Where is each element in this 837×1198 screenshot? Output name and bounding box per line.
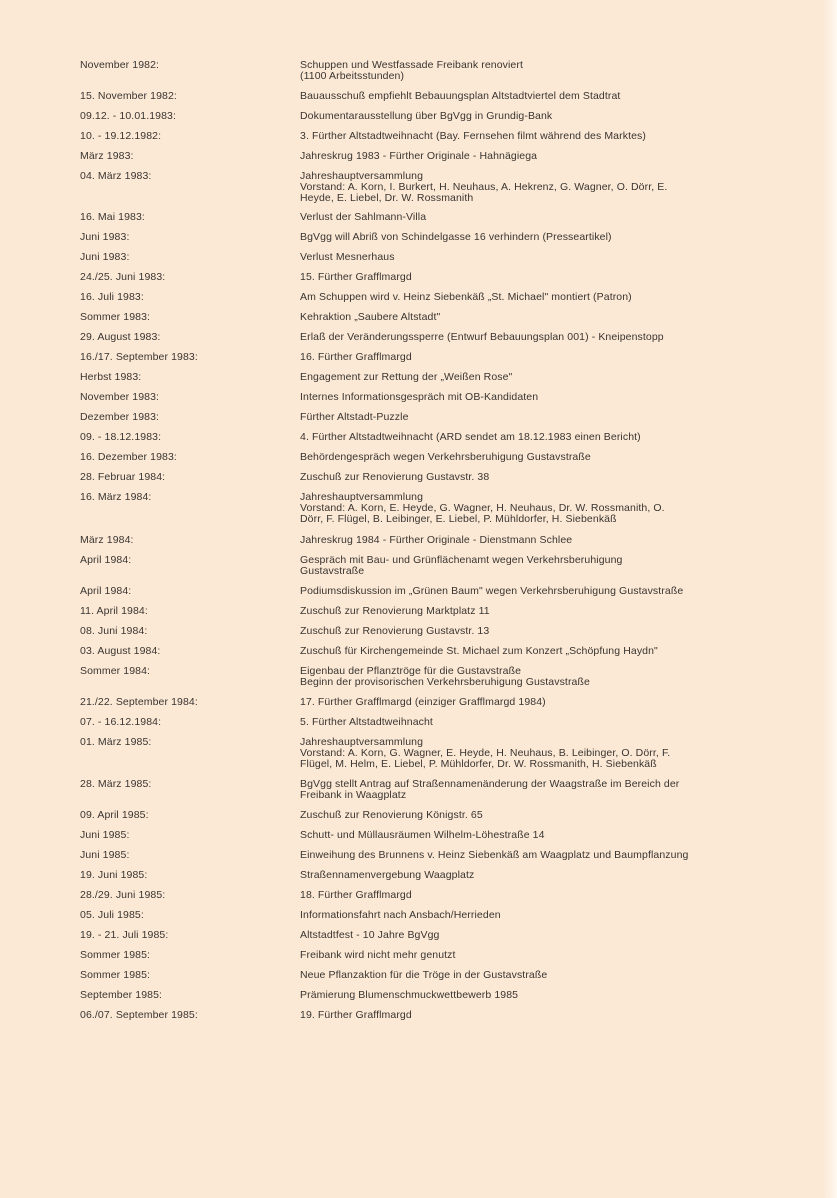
entry-date: April 1984: <box>80 585 132 597</box>
entry-text: Jahreshauptversammlung Vorstand: A. Korn, I. Burkert, H. Neuhaus, A. Hekrenz, G. Wagner, O. Dörr, E. Heyde, E. Liebel, Dr. W. Rossmanith <box>300 170 668 204</box>
timeline-entry <box>80 252 720 263</box>
timeline-entry <box>80 910 720 921</box>
entry-text: BgVgg stellt Antrag auf Straßennamenänderung der Waagstraße im Bereich der Freibank in Waagplatz <box>300 778 680 801</box>
entry-text: Schuppen und Westfassade Freibank renoviert (1100 Arbeitsstunden) <box>300 59 523 82</box>
timeline-entry <box>80 830 720 841</box>
entry-date: 19. - 21. Juli 1985: <box>80 929 169 941</box>
entry-date: 15. November 1982: <box>80 90 177 102</box>
entry-text: 18. Fürther Grafflmargd <box>300 889 412 901</box>
entry-text: Internes Informationsgespräch mit OB-Kandidaten <box>300 391 539 403</box>
timeline-entry <box>80 870 720 881</box>
timeline-entry <box>80 452 720 463</box>
timeline-entry <box>80 555 720 577</box>
timeline-entry <box>80 432 720 443</box>
entry-text: Zuschuß zur Renovierung Gustavstr. 38 <box>300 471 490 483</box>
entry-date: 28. März 1985: <box>80 778 152 790</box>
entry-date: Sommer 1983: <box>80 311 151 323</box>
entry-date: 09. - 18.12.1983: <box>80 431 162 443</box>
timeline-entry <box>80 212 720 223</box>
entry-date: 09. April 1985: <box>80 809 149 821</box>
timeline-entry <box>80 950 720 961</box>
entry-date: Sommer 1984: <box>80 665 151 677</box>
entry-date: Sommer 1985: <box>80 969 151 981</box>
entry-date: 19. Juni 1985: <box>80 869 148 881</box>
entry-date: Juni 1983: <box>80 251 130 263</box>
timeline-entry <box>80 412 720 423</box>
timeline-entry <box>80 151 720 162</box>
entry-text: Einweihung des Brunnens v. Heinz Siebenkäß am Waagplatz und Baumpflanzung <box>300 849 689 861</box>
entry-text: 19. Fürther Grafflmargd <box>300 1009 412 1021</box>
entry-date: 01. März 1985: <box>80 736 152 748</box>
timeline-entry <box>80 232 720 243</box>
entry-text: Eigenbau der Pflanztröge für die Gustavstraße Beginn der provisorischen Verkehrsberuhigung Gustavstraße <box>300 665 590 688</box>
entry-date: 28./29. Juni 1985: <box>80 889 166 901</box>
timeline-entry <box>80 970 720 981</box>
entry-date: 16. März 1984: <box>80 491 152 503</box>
entry-date: September 1985: <box>80 989 163 1001</box>
entry-text: 5. Fürther Altstadtweihnacht <box>300 716 433 728</box>
entry-date: 24./25. Juni 1983: <box>80 271 166 283</box>
timeline-entry <box>80 697 720 708</box>
timeline-entry <box>80 1010 720 1021</box>
entry-date: 07. - 16.12.1984: <box>80 716 162 728</box>
entry-date: Sommer 1985: <box>80 949 151 961</box>
entry-text: Neue Pflanzaktion für die Tröge in der Gustavstraße <box>300 969 548 981</box>
entry-text: Informationsfahrt nach Ansbach/Herrieden <box>300 909 501 921</box>
timeline-entry <box>80 352 720 363</box>
entry-date: 21./22. September 1984: <box>80 696 198 708</box>
timeline-entry <box>80 890 720 901</box>
timeline-entry <box>80 930 720 941</box>
timeline-entry <box>80 131 720 142</box>
timeline-entry <box>80 779 720 801</box>
timeline-entry <box>80 292 720 303</box>
entry-text: Am Schuppen wird v. Heinz Siebenkäß „St. Michael" montiert (Patron) <box>300 291 632 303</box>
entry-text: Podiumsdiskussion im „Grünen Baum" wegen Verkehrsberuhigung Gustavstraße <box>300 585 684 597</box>
entry-date: 16. Juli 1983: <box>80 291 144 303</box>
timeline-entry <box>80 666 720 688</box>
entry-text: Behördengespräch wegen Verkehrsberuhigung Gustavstraße <box>300 451 591 463</box>
entry-date: November 1983: <box>80 391 160 403</box>
entry-text: Jahreshauptversammlung Vorstand: A. Korn, E. Heyde, G. Wagner, H. Neuhaus, Dr. W. Rossmanith, O. Dörr, F. Flügel, B. Leibinger, E. Liebel, P. Mühldorfer, H. Siebenkäß <box>300 491 665 525</box>
entry-text: Altstadtfest - 10 Jahre BgVgg <box>300 929 440 941</box>
chronology-list <box>80 60 720 1030</box>
entry-date: 09.12. - 10.01.1983: <box>80 110 176 122</box>
entry-date: 16. Mai 1983: <box>80 211 145 223</box>
entry-date: 04. März 1983: <box>80 170 152 182</box>
entry-date: Dezember 1983: <box>80 411 160 423</box>
entry-text: BgVgg will Abriß von Schindelgasse 16 verhindern (Presseartikel) <box>300 231 612 243</box>
entry-text: Zuschuß zur Renovierung Gustavstr. 13 <box>300 625 490 637</box>
entry-text: 15. Fürther Grafflmargd <box>300 271 412 283</box>
timeline-entry <box>80 60 720 82</box>
timeline-entry <box>80 717 720 728</box>
entry-date: Juni 1985: <box>80 849 130 861</box>
entry-text: Dokumentarausstellung über BgVgg in Grundig-Bank <box>300 110 553 122</box>
timeline-entry <box>80 990 720 1001</box>
entry-text: Jahreskrug 1983 - Fürther Originale - Hahnägiega <box>300 150 538 162</box>
timeline-entry <box>80 606 720 617</box>
entry-date: 08. Juni 1984: <box>80 625 148 637</box>
entry-text: 16. Fürther Grafflmargd <box>300 351 412 363</box>
entry-text: Straßennamenvergebung Waagplatz <box>300 869 475 881</box>
page-edge <box>823 0 837 1198</box>
timeline-entry <box>80 312 720 323</box>
timeline-entry <box>80 91 720 102</box>
entry-date: November 1982: <box>80 59 160 71</box>
timeline-entry <box>80 372 720 383</box>
timeline-entry <box>80 535 720 546</box>
entry-text: Jahreskrug 1984 - Fürther Originale - Dienstmann Schlee <box>300 534 573 546</box>
entry-text: Schutt- und Müllausräumen Wilhelm-Löhestraße 14 <box>300 829 545 841</box>
timeline-entry <box>80 737 720 770</box>
entry-text: Gespräch mit Bau- und Grünflächenamt wegen Verkehrsberuhigung Gustavstraße <box>300 554 623 577</box>
entry-date: 03. August 1984: <box>80 645 161 657</box>
timeline-entry <box>80 492 720 525</box>
timeline-entry <box>80 272 720 283</box>
entry-date: 10. - 19.12.1982: <box>80 130 162 142</box>
entry-date: Juni 1983: <box>80 231 130 243</box>
entry-text: Freibank wird nicht mehr genutzt <box>300 949 456 961</box>
entry-date: 05. Juli 1985: <box>80 909 144 921</box>
entry-text: Jahreshauptversammlung Vorstand: A. Korn, G. Wagner, E. Heyde, H. Neuhaus, B. Leibinger, O. Dörr, F. Flügel, M. Helm, E. Liebel, P. Mühldorfer, Dr. W. Rossmanith, H. Siebenkäß <box>300 736 671 770</box>
entry-text: Fürther Altstadt-Puzzle <box>300 411 409 423</box>
timeline-entry <box>80 586 720 597</box>
entry-date: 16. Dezember 1983: <box>80 451 177 463</box>
entry-date: März 1984: <box>80 534 134 546</box>
entry-text: Kehraktion „Saubere Altstadt" <box>300 311 441 323</box>
timeline-entry <box>80 111 720 122</box>
entry-text: Engagement zur Rettung der „Weißen Rose" <box>300 371 513 383</box>
entry-date: 06./07. September 1985: <box>80 1009 198 1021</box>
entry-date: 28. Februar 1984: <box>80 471 166 483</box>
entry-text: Verlust Mesnerhaus <box>300 251 395 263</box>
entry-date: 29. August 1983: <box>80 331 161 343</box>
timeline-entry <box>80 392 720 403</box>
entry-date: Herbst 1983: <box>80 371 142 383</box>
timeline-entry <box>80 332 720 343</box>
timeline-entry <box>80 810 720 821</box>
timeline-entry <box>80 646 720 657</box>
entry-text: Bauausschuß empfiehlt Bebauungsplan Altstadtviertel dem Stadtrat <box>300 90 621 102</box>
entry-text: Zuschuß zur Renovierung Marktplatz 11 <box>300 605 490 617</box>
entry-date: April 1984: <box>80 554 132 566</box>
entry-text: 17. Fürther Grafflmargd (einziger Grafflmargd 1984) <box>300 696 546 708</box>
entry-date: 11. April 1984: <box>80 605 148 617</box>
entry-date: März 1983: <box>80 150 134 162</box>
entry-text: Prämierung Blumenschmuckwettbewerb 1985 <box>300 989 519 1001</box>
entry-text: Zuschuß zur Renovierung Königstr. 65 <box>300 809 483 821</box>
timeline-entry <box>80 171 720 204</box>
timeline-entry <box>80 472 720 483</box>
entry-text: Zuschuß für Kirchengemeinde St. Michael zum Konzert „Schöpfung Haydn" <box>300 645 658 657</box>
entry-text: Verlust der Sahlmann-Villa <box>300 211 427 223</box>
entry-text: Erlaß der Veränderungssperre (Entwurf Bebauungsplan 001) - Kneipenstopp <box>300 331 664 343</box>
entry-date: 16./17. September 1983: <box>80 351 198 363</box>
entry-text: 3. Fürther Altstadtweihnacht (Bay. Fernsehen filmt während des Marktes) <box>300 130 646 142</box>
entry-text: 4. Fürther Altstadtweihnacht (ARD sendet am 18.12.1983 einen Bericht) <box>300 431 641 443</box>
entry-date: Juni 1985: <box>80 829 130 841</box>
timeline-entry <box>80 850 720 861</box>
timeline-entry <box>80 626 720 637</box>
